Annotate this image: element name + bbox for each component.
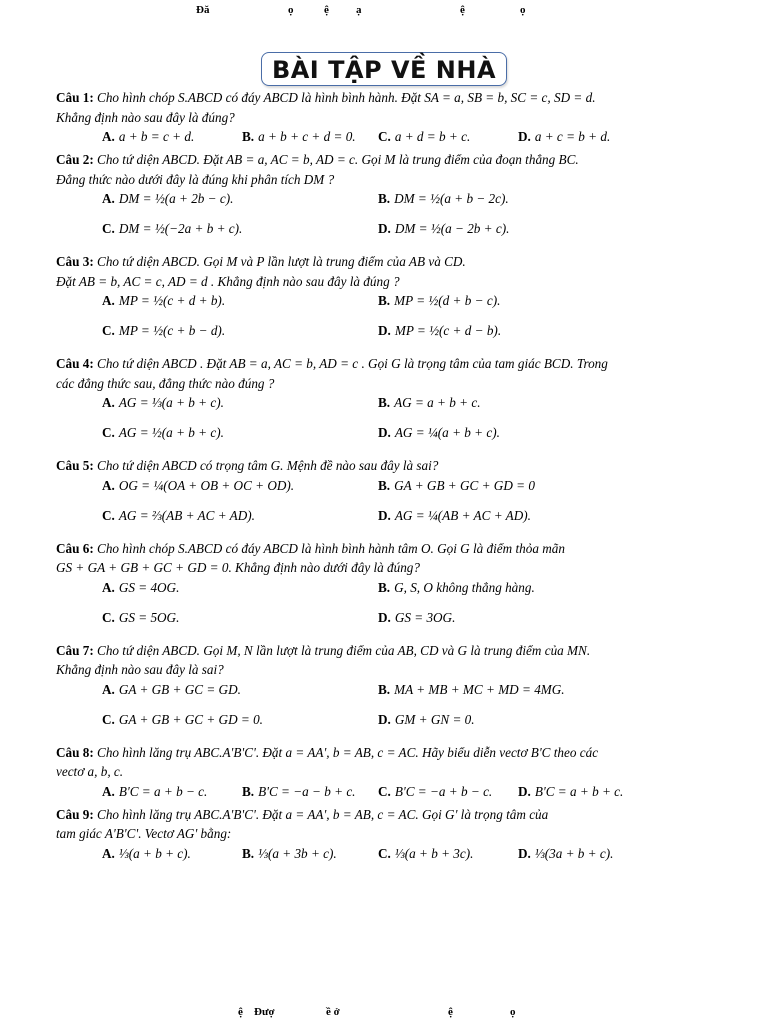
option-label: C. [102,507,115,523]
option-label: A. [102,579,115,595]
answer-option [378,129,470,146]
option-label: A. [102,191,115,206]
answer-options [56,478,706,538]
answer-option [518,129,610,146]
option-label: B. [378,395,391,410]
option-text: DM = ½(a − 2b + c). [394,221,510,236]
option-text: AG = a + b + c. [394,395,481,410]
option-label: D. [518,783,531,799]
header-text: ạ [356,4,362,16]
question-number: Câu 2: [56,152,94,167]
question-block [56,254,706,353]
question-text-line [56,745,706,762]
answer-option [102,610,179,627]
option-label: A. [102,681,115,697]
option-label: B. [378,579,391,595]
option-text: MP = ½(d + b − c). [394,293,501,308]
option-text: MP = ½(c + b − d). [118,323,226,338]
option-row [56,478,706,508]
question-block [56,458,706,538]
option-label: D. [378,609,391,625]
option-label: A. [102,293,115,308]
option-text: AG = ½(a + b + c). [118,425,224,440]
option-label: B. [242,845,255,861]
answer-option [102,712,263,729]
option-text: ⅓(a + b + c). [118,845,191,861]
option-text: B'C = a + b + c. [534,783,624,799]
answer-option [102,323,225,340]
question-number: Câu 9: [56,806,94,822]
question-stem: Cho tứ diện ABCD có trọng tâm G. Mệnh đề nào sau đây là sai? [97,458,439,473]
answer-option [518,846,613,863]
option-text: a + c = b + d. [534,129,611,144]
option-text: AG = ⅓(a + b + c). [118,395,224,410]
answer-option [378,846,473,863]
option-text: AG = ⅔(AB + AC + AD). [118,507,255,523]
option-text: MP = ½(c + d + b). [118,293,226,308]
answer-option [102,580,179,597]
question-text-line [56,356,706,373]
question-text-line [56,826,706,843]
title-container [0,52,768,86]
option-label: D. [378,711,391,727]
question-block [56,356,706,455]
answer-option [378,682,565,699]
question-list [56,90,706,869]
question-stem: GS + GA + GB + GC + GD = 0. Khẳng định nào dưới đây là đúng? [56,560,420,575]
header-text: ọ [520,4,526,16]
option-row [56,712,706,742]
question-stem: Cho hình chóp S.ABCD có đáy ABCD là hình bình hành tâm O. Gọi G là điểm thỏa mãn [97,540,565,556]
option-text: GM + GN = 0. [394,711,475,727]
option-label: D. [518,129,531,144]
question-block [56,152,706,251]
question-text-line [56,254,706,271]
option-label: B. [242,783,255,799]
option-text: GA + GB + GC = GD. [118,681,241,697]
option-text: a + d = b + c. [394,129,471,144]
question-text-line [56,172,706,189]
option-text: MA + MB + MC + MD = 4MG. [394,681,565,697]
answer-option [102,508,255,525]
answer-option [378,323,501,340]
option-label: C. [378,129,391,144]
header-text: Đă [196,4,210,16]
answer-option [378,191,509,208]
answer-option [102,846,191,863]
option-text: GA + GB + GC + GD = 0. [118,711,263,727]
option-row [56,221,706,251]
question-block [56,90,706,149]
option-label: C. [102,609,115,625]
option-text: DM = ½(a + 2b − c). [118,191,234,206]
option-text: ⅓(a + b + 3c). [394,845,474,861]
option-row [56,508,706,538]
answer-option [378,580,535,597]
question-text-line [56,152,706,169]
question-stem: Cho hình chóp S.ABCD có đáy ABCD là hình bình hành. Đặt SA = a, SB = b, SC = c, SD = d. [97,90,596,105]
question-number: Câu 5: [56,458,94,473]
answer-option [378,610,455,627]
footer-text: ệ [238,1006,243,1018]
answer-option [378,425,500,442]
answer-option [378,508,531,525]
question-text-line [56,807,706,824]
option-row [56,395,706,425]
answer-option [242,129,356,146]
question-stem: các đẳng thức sau, đẳng thức nào đúng ? [56,375,275,391]
option-text: MP = ½(c + d − b). [394,323,502,338]
answer-options [56,129,706,149]
option-row [56,129,706,149]
option-label: A. [102,129,115,144]
option-text: ⅓(a + 3b + c). [258,845,337,861]
answer-option [378,221,509,238]
answer-option [242,846,337,863]
page-footer [0,1006,768,1024]
option-label: A. [102,395,115,410]
page-header [0,4,768,22]
option-label: C. [102,711,115,727]
question-text-line [56,376,706,393]
option-label: A. [102,477,115,493]
option-label: B. [378,293,391,308]
answer-options [56,191,706,251]
question-number: Câu 3: [56,254,94,269]
question-block [56,745,706,804]
question-stem: Đẳng thức nào dưới đây là đúng khi phân tích DM ? [56,171,335,187]
option-row [56,191,706,221]
option-text: GS = 4OG. [118,579,180,595]
answer-options [56,846,706,866]
option-label: A. [102,845,115,861]
question-stem: Cho hình lăng trụ ABC.A'B'C'. Đặt a = AA', b = AB, c = AC. Gọi G' là trọng tâm của [97,806,549,822]
question-text-line [56,458,706,475]
option-label: B. [378,191,391,206]
question-stem: Khẳng định nào sau đây là đúng? [56,109,235,125]
option-label: D. [378,507,391,523]
option-label: D. [378,323,391,338]
question-block [56,643,706,742]
option-label: D. [378,221,391,236]
question-number: Câu 1: [56,90,94,105]
answer-option [102,425,224,442]
option-label: C. [102,425,115,440]
answer-option [102,221,242,238]
footer-text: ệ [448,1006,453,1018]
option-text: AG = ¼(AB + AC + AD). [394,507,531,523]
answer-option [102,478,294,495]
question-number: Câu 4: [56,356,94,371]
option-text: GS = 5OG. [118,609,180,625]
answer-options [56,293,706,353]
option-text: G, S, O không thẳng hàng. [394,579,535,595]
question-stem: Đặt AB = b, AC = c, AD = d . Khẳng định nào sau đây là đúng ? [56,273,400,289]
answer-option [378,478,535,495]
question-stem: Cho hình lăng trụ ABC.A'B'C'. Đặt a = AA', b = AB, c = AC. Hãy biểu diễn vectơ B'C theo các [97,744,599,760]
option-row [56,323,706,353]
question-text-line [56,110,706,127]
question-block [56,807,706,866]
header-text: ọ [288,4,294,16]
footer-text: ề ở [326,1006,340,1018]
question-text-line [56,541,706,558]
question-stem: Cho tứ diện ABCD . Đặt AB = a, AC = b, AD = c . Gọi G là trọng tâm của tam giác BCD. Trong [97,356,608,371]
option-label: C. [378,783,391,799]
answer-option [102,682,241,699]
option-label: C. [378,845,391,861]
option-label: C. [102,323,115,338]
option-label: A. [102,783,115,799]
option-row [56,580,706,610]
question-number: Câu 7: [56,642,94,658]
option-text: DM = ½(−2a + b + c). [118,221,243,236]
answer-option [102,784,207,801]
option-label: D. [378,425,391,440]
answer-option [102,191,233,208]
question-stem: Khẳng định nào sau đây là sai? [56,662,224,677]
question-stem: Cho tứ diện ABCD. Gọi M và P lần lượt là trung điểm của AB và CD. [97,254,466,269]
answer-option [242,784,355,801]
option-text: AG = ¼(a + b + c). [394,425,500,440]
option-text: GS = 3OG. [394,609,456,625]
option-label: C. [102,221,115,236]
answer-option [518,784,623,801]
question-block [56,541,706,640]
option-label: B. [378,477,391,493]
answer-options [56,395,706,455]
question-stem: Cho tứ diện ABCD. Gọi M, N lần lượt là trung điểm của AB, CD và G là trung điểm của MN. [97,642,591,658]
option-text: B'C = a + b − c. [118,783,208,799]
question-stem: tam giác A'B'C'. Vectơ AG' bằng: [56,826,232,841]
option-text: a + b = c + d. [118,129,195,144]
option-label: D. [518,845,531,861]
answer-option [102,293,225,310]
question-text-line [56,643,706,660]
answer-option [102,129,194,146]
option-text: a + b + c + d = 0. [258,129,356,144]
option-row [56,425,706,455]
header-text: ệ [460,4,465,16]
option-row [56,610,706,640]
answer-option [378,784,492,801]
option-row [56,784,706,804]
page-title: BÀI TẬP VỀ NHÀ [261,52,507,86]
option-text: DM = ½(a + b − 2c). [394,191,509,206]
answer-option [378,395,481,412]
option-text: OG = ¼(OA + OB + OC + OD). [118,477,295,493]
footer-text: ọ [510,1006,516,1018]
option-row [56,846,706,866]
question-text-line [56,764,706,781]
question-text-line [56,90,706,107]
header-text: ệ [324,4,329,16]
option-row [56,682,706,712]
answer-options [56,784,706,804]
answer-options [56,682,706,742]
option-label: B. [242,129,255,144]
answer-option [378,293,500,310]
question-text-line [56,274,706,291]
answer-option [378,712,475,729]
option-text: GA + GB + GC + GD = 0 [394,477,535,493]
option-text: ⅓(3a + b + c). [534,845,614,861]
option-label: B. [378,681,391,697]
footer-text: Đượ [254,1006,275,1018]
option-row [56,293,706,323]
question-text-line [56,662,706,679]
question-stem: vectơ a, b, c. [56,764,124,779]
question-number: Câu 8: [56,744,94,760]
question-stem: Cho tứ diện ABCD. Đặt AB = a, AC = b, AD = c. Gọi M là trung điểm của đoạn thẳng BC. [97,152,579,167]
question-text-line [56,560,706,577]
answer-options [56,580,706,640]
option-text: B'C = −a + b − c. [394,783,493,799]
answer-option [102,395,224,412]
question-number: Câu 6: [56,540,94,556]
option-text: B'C = −a − b + c. [258,783,356,799]
